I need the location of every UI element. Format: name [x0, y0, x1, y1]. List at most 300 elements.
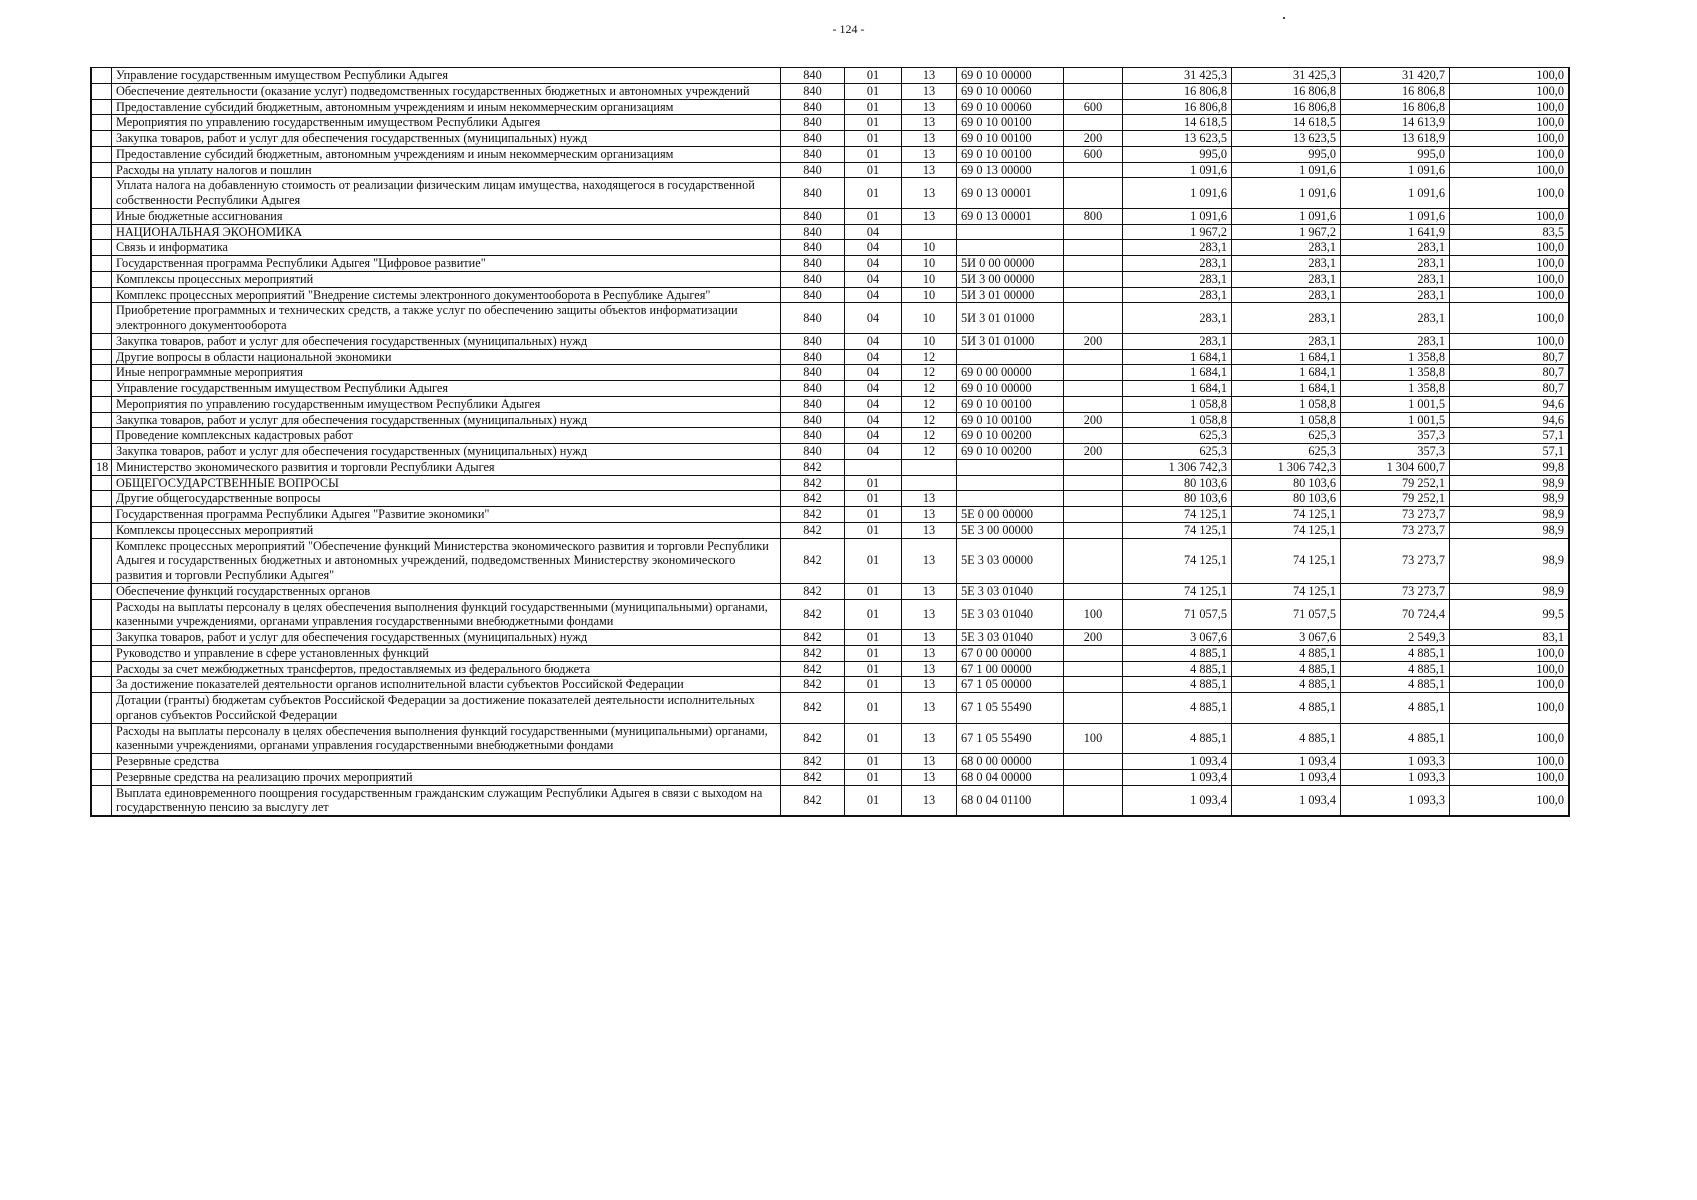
execution-percent-cell: 100,0 [1450, 68, 1570, 84]
approved-amount-cell: 4 885,1 [1123, 723, 1232, 754]
item-name-cell: Связь и информатика [112, 240, 781, 256]
row-number-cell [91, 99, 112, 115]
row-number-cell [91, 645, 112, 661]
execution-percent-cell: 100,0 [1450, 303, 1570, 334]
table-row [91, 178, 1569, 209]
ministry-code-cell: 840 [781, 224, 845, 240]
approved-amount-cell: 1 093,4 [1123, 754, 1232, 770]
execution-percent-cell: 100,0 [1450, 785, 1570, 816]
approved-amount-cell: 1 306 742,3 [1123, 459, 1232, 475]
section-code-cell: 04 [845, 240, 902, 256]
approved-amount-cell: 995,0 [1123, 146, 1232, 162]
expense-type-cell [1064, 256, 1123, 272]
execution-percent-cell: 94,6 [1450, 412, 1570, 428]
ministry-code-cell: 842 [781, 645, 845, 661]
ministry-code-cell: 840 [781, 349, 845, 365]
expense-type-cell: 200 [1064, 444, 1123, 460]
section-code-cell: 01 [845, 785, 902, 816]
execution-percent-cell: 83,5 [1450, 224, 1570, 240]
item-name-cell: Обеспечение функций государственных органов [112, 583, 781, 599]
row-number-cell [91, 256, 112, 272]
expense-type-cell: 100 [1064, 599, 1123, 630]
revised-amount-cell: 283,1 [1232, 256, 1341, 272]
ministry-code-cell: 840 [781, 287, 845, 303]
table-row [91, 333, 1569, 349]
table-row [91, 599, 1569, 630]
subsection-code-cell: 10 [902, 287, 957, 303]
execution-percent-cell: 100,0 [1450, 693, 1570, 724]
approved-amount-cell: 80 103,6 [1123, 475, 1232, 491]
approved-amount-cell: 1 091,6 [1123, 162, 1232, 178]
executed-amount-cell: 16 806,8 [1341, 99, 1450, 115]
subsection-code-cell: 13 [902, 83, 957, 99]
expense-type-cell: 800 [1064, 208, 1123, 224]
ministry-code-cell: 840 [781, 131, 845, 147]
item-name-cell: Закупка товаров, работ и услуг для обеспечения государственных (муниципальных) нужд [112, 630, 781, 646]
expense-type-cell [1064, 522, 1123, 538]
expense-type-cell [1064, 538, 1123, 583]
section-code-cell: 01 [845, 769, 902, 785]
target-article-cell [957, 240, 1064, 256]
ministry-code-cell: 842 [781, 769, 845, 785]
item-name-cell: Закупка товаров, работ и услуг для обеспечения государственных (муниципальных) нужд [112, 412, 781, 428]
target-article-cell [957, 349, 1064, 365]
item-name-cell: Закупка товаров, работ и услуг для обеспечения государственных (муниципальных) нужд [112, 131, 781, 147]
execution-percent-cell: 98,9 [1450, 522, 1570, 538]
subsection-code-cell: 12 [902, 365, 957, 381]
table-row [91, 381, 1569, 397]
expense-type-cell [1064, 507, 1123, 523]
revised-amount-cell: 283,1 [1232, 287, 1341, 303]
section-code-cell: 01 [845, 538, 902, 583]
table-row [91, 303, 1569, 334]
subsection-code-cell: 13 [902, 208, 957, 224]
subsection-code-cell: 13 [902, 131, 957, 147]
target-article-cell: 67 1 05 55490 [957, 723, 1064, 754]
item-name-cell: Комплекс процессных мероприятий "Внедрение системы электронного документооборота в Республике Адыгея" [112, 287, 781, 303]
ministry-code-cell: 840 [781, 68, 845, 84]
execution-percent-cell: 98,9 [1450, 538, 1570, 583]
approved-amount-cell: 283,1 [1123, 303, 1232, 334]
executed-amount-cell: 13 618,9 [1341, 131, 1450, 147]
expense-type-cell [1064, 645, 1123, 661]
table-row [91, 68, 1569, 84]
expense-type-cell [1064, 349, 1123, 365]
row-number-cell [91, 661, 112, 677]
item-name-cell: Выплата единовременного поощрения государственным гражданским служащим Республики Адыгея в связи с выходом на государственную пенсию за выслугу лет [112, 785, 781, 816]
target-article-cell: 67 1 05 55490 [957, 693, 1064, 724]
approved-amount-cell: 283,1 [1123, 271, 1232, 287]
section-code-cell: 01 [845, 583, 902, 599]
ministry-code-cell: 842 [781, 785, 845, 816]
table-row [91, 224, 1569, 240]
execution-percent-cell: 94,6 [1450, 396, 1570, 412]
row-number-cell [91, 162, 112, 178]
executed-amount-cell: 16 806,8 [1341, 83, 1450, 99]
target-article-cell: 5Е 3 03 01040 [957, 583, 1064, 599]
target-article-cell: 5Е 3 00 00000 [957, 522, 1064, 538]
revised-amount-cell: 4 885,1 [1232, 677, 1341, 693]
approved-amount-cell: 80 103,6 [1123, 491, 1232, 507]
revised-amount-cell: 16 806,8 [1232, 99, 1341, 115]
table-row [91, 271, 1569, 287]
section-code-cell: 04 [845, 303, 902, 334]
executed-amount-cell: 283,1 [1341, 240, 1450, 256]
executed-amount-cell: 1 091,6 [1341, 178, 1450, 209]
target-article-cell: 67 1 05 00000 [957, 677, 1064, 693]
revised-amount-cell: 80 103,6 [1232, 491, 1341, 507]
table-row [91, 396, 1569, 412]
revised-amount-cell: 1 058,8 [1232, 396, 1341, 412]
row-number-cell [91, 412, 112, 428]
approved-amount-cell: 1 058,8 [1123, 412, 1232, 428]
row-number-cell [91, 522, 112, 538]
ministry-code-cell: 842 [781, 723, 845, 754]
table-row [91, 287, 1569, 303]
revised-amount-cell: 283,1 [1232, 271, 1341, 287]
revised-amount-cell: 74 125,1 [1232, 522, 1341, 538]
row-number-cell [91, 333, 112, 349]
executed-amount-cell: 1 358,8 [1341, 381, 1450, 397]
table-row [91, 645, 1569, 661]
section-code-cell: 04 [845, 224, 902, 240]
execution-percent-cell: 100,0 [1450, 723, 1570, 754]
revised-amount-cell: 1 093,4 [1232, 785, 1341, 816]
revised-amount-cell: 1 058,8 [1232, 412, 1341, 428]
table-row [91, 661, 1569, 677]
row-number-cell [91, 208, 112, 224]
execution-percent-cell: 100,0 [1450, 178, 1570, 209]
expense-type-cell [1064, 754, 1123, 770]
target-article-cell [957, 491, 1064, 507]
expense-type-cell: 200 [1064, 131, 1123, 147]
ministry-code-cell: 842 [781, 583, 845, 599]
approved-amount-cell: 283,1 [1123, 333, 1232, 349]
execution-percent-cell: 100,0 [1450, 661, 1570, 677]
revised-amount-cell: 1 684,1 [1232, 349, 1341, 365]
table-row [91, 365, 1569, 381]
item-name-cell: Иные бюджетные ассигнования [112, 208, 781, 224]
row-number-cell [91, 754, 112, 770]
expense-type-cell: 200 [1064, 412, 1123, 428]
item-name-cell: Обеспечение деятельности (оказание услуг) подведомственных государственных бюджетных и автономных учреждений [112, 83, 781, 99]
approved-amount-cell: 4 885,1 [1123, 693, 1232, 724]
approved-amount-cell: 4 885,1 [1123, 677, 1232, 693]
revised-amount-cell: 625,3 [1232, 444, 1341, 460]
subsection-code-cell: 12 [902, 444, 957, 460]
expense-type-cell: 200 [1064, 630, 1123, 646]
item-name-cell: Управление государственным имуществом Республики Адыгея [112, 381, 781, 397]
approved-amount-cell: 16 806,8 [1123, 99, 1232, 115]
row-number-cell [91, 365, 112, 381]
target-article-cell: 68 0 04 01100 [957, 785, 1064, 816]
expense-type-cell [1064, 365, 1123, 381]
revised-amount-cell: 1 684,1 [1232, 381, 1341, 397]
ministry-code-cell: 840 [781, 83, 845, 99]
item-name-cell: Уплата налога на добавленную стоимость от реализации физическим лицам имущества, находящегося в государственной собственности Республики Адыгея [112, 178, 781, 209]
item-name-cell: Мероприятия по управлению государственным имуществом Республики Адыгея [112, 115, 781, 131]
section-code-cell: 01 [845, 645, 902, 661]
row-number-cell [91, 83, 112, 99]
revised-amount-cell: 31 425,3 [1232, 68, 1341, 84]
expense-type-cell [1064, 583, 1123, 599]
ministry-code-cell: 840 [781, 271, 845, 287]
subsection-code-cell: 13 [902, 599, 957, 630]
item-name-cell: Управление государственным имуществом Республики Адыгея [112, 68, 781, 84]
row-number-cell [91, 599, 112, 630]
section-code-cell: 04 [845, 428, 902, 444]
approved-amount-cell: 283,1 [1123, 256, 1232, 272]
revised-amount-cell: 1 091,6 [1232, 178, 1341, 209]
subsection-code-cell: 10 [902, 256, 957, 272]
ministry-code-cell: 842 [781, 475, 845, 491]
target-article-cell: 69 0 10 00200 [957, 428, 1064, 444]
executed-amount-cell: 4 885,1 [1341, 661, 1450, 677]
target-article-cell: 5И 3 00 00000 [957, 271, 1064, 287]
section-code-cell: 01 [845, 754, 902, 770]
table-row [91, 115, 1569, 131]
row-number-cell [91, 271, 112, 287]
executed-amount-cell: 1 091,6 [1341, 162, 1450, 178]
item-name-cell: Закупка товаров, работ и услуг для обеспечения государственных (муниципальных) нужд [112, 444, 781, 460]
target-article-cell: 69 0 10 00060 [957, 83, 1064, 99]
table-row [91, 459, 1569, 475]
ministry-code-cell: 842 [781, 754, 845, 770]
target-article-cell: 69 0 13 00001 [957, 208, 1064, 224]
approved-amount-cell: 625,3 [1123, 428, 1232, 444]
execution-percent-cell: 100,0 [1450, 99, 1570, 115]
target-article-cell: 5И 3 01 01000 [957, 333, 1064, 349]
item-name-cell: Государственная программа Республики Адыгея "Цифровое развитие" [112, 256, 781, 272]
execution-percent-cell: 100,0 [1450, 162, 1570, 178]
target-article-cell: 69 0 10 00100 [957, 115, 1064, 131]
target-article-cell: 5Е 3 03 00000 [957, 538, 1064, 583]
row-number-cell [91, 68, 112, 84]
approved-amount-cell: 16 806,8 [1123, 83, 1232, 99]
revised-amount-cell: 1 306 742,3 [1232, 459, 1341, 475]
target-article-cell: 67 0 00 00000 [957, 645, 1064, 661]
row-number-cell [91, 349, 112, 365]
ministry-code-cell: 840 [781, 256, 845, 272]
revised-amount-cell: 1 967,2 [1232, 224, 1341, 240]
row-number-cell [91, 303, 112, 334]
subsection-code-cell: 12 [902, 428, 957, 444]
subsection-code-cell: 13 [902, 522, 957, 538]
execution-percent-cell: 100,0 [1450, 146, 1570, 162]
item-name-cell: Проведение комплексных кадастровых работ [112, 428, 781, 444]
row-number-cell [91, 224, 112, 240]
approved-amount-cell: 13 623,5 [1123, 131, 1232, 147]
table-row [91, 162, 1569, 178]
subsection-code-cell: 13 [902, 677, 957, 693]
executed-amount-cell: 357,3 [1341, 428, 1450, 444]
executed-amount-cell: 73 273,7 [1341, 522, 1450, 538]
approved-amount-cell: 1 093,4 [1123, 785, 1232, 816]
approved-amount-cell: 3 067,6 [1123, 630, 1232, 646]
target-article-cell: 5Е 3 03 01040 [957, 630, 1064, 646]
target-article-cell: 69 0 13 00001 [957, 178, 1064, 209]
execution-percent-cell: 100,0 [1450, 754, 1570, 770]
executed-amount-cell: 2 549,3 [1341, 630, 1450, 646]
section-code-cell: 01 [845, 630, 902, 646]
ministry-code-cell: 842 [781, 459, 845, 475]
execution-percent-cell: 99,8 [1450, 459, 1570, 475]
item-name-cell: Комплексы процессных мероприятий [112, 522, 781, 538]
approved-amount-cell: 4 885,1 [1123, 645, 1232, 661]
table-row [91, 693, 1569, 724]
revised-amount-cell: 74 125,1 [1232, 538, 1341, 583]
item-name-cell: Резервные средства [112, 754, 781, 770]
subsection-code-cell: 13 [902, 491, 957, 507]
table-row [91, 583, 1569, 599]
revised-amount-cell: 3 067,6 [1232, 630, 1341, 646]
subsection-code-cell: 13 [902, 146, 957, 162]
item-name-cell: Другие вопросы в области национальной экономики [112, 349, 781, 365]
revised-amount-cell: 74 125,1 [1232, 583, 1341, 599]
ministry-code-cell: 842 [781, 677, 845, 693]
section-code-cell: 01 [845, 131, 902, 147]
ministry-code-cell: 842 [781, 693, 845, 724]
subsection-code-cell: 13 [902, 99, 957, 115]
page-number: - 124 - [832, 22, 865, 36]
item-name-cell: Предоставление субсидий бюджетным, автономным учреждениям и иным некоммерческим организациям [112, 99, 781, 115]
table-row [91, 428, 1569, 444]
approved-amount-cell: 74 125,1 [1123, 507, 1232, 523]
execution-percent-cell: 100,0 [1450, 240, 1570, 256]
execution-percent-cell: 100,0 [1450, 256, 1570, 272]
approved-amount-cell: 14 618,5 [1123, 115, 1232, 131]
table-row [91, 677, 1569, 693]
row-number-cell [91, 769, 112, 785]
approved-amount-cell: 1 684,1 [1123, 349, 1232, 365]
item-name-cell: Комплексы процессных мероприятий [112, 271, 781, 287]
revised-amount-cell: 283,1 [1232, 303, 1341, 334]
approved-amount-cell: 4 885,1 [1123, 661, 1232, 677]
executed-amount-cell: 4 885,1 [1341, 645, 1450, 661]
revised-amount-cell: 74 125,1 [1232, 507, 1341, 523]
item-name-cell: Расходы за счет межбюджетных трансфертов, предоставляемых из федерального бюджета [112, 661, 781, 677]
expense-type-cell [1064, 68, 1123, 84]
item-name-cell: Расходы на уплату налогов и пошлин [112, 162, 781, 178]
row-number-cell [91, 444, 112, 460]
expense-type-cell [1064, 224, 1123, 240]
executed-amount-cell: 73 273,7 [1341, 583, 1450, 599]
target-article-cell: 69 0 10 00100 [957, 396, 1064, 412]
revised-amount-cell: 283,1 [1232, 240, 1341, 256]
execution-percent-cell: 100,0 [1450, 645, 1570, 661]
revised-amount-cell: 625,3 [1232, 428, 1341, 444]
approved-amount-cell: 31 425,3 [1123, 68, 1232, 84]
ministry-code-cell: 840 [781, 444, 845, 460]
section-code-cell: 04 [845, 396, 902, 412]
section-code-cell: 04 [845, 287, 902, 303]
expense-type-cell [1064, 162, 1123, 178]
row-number-cell [91, 287, 112, 303]
ministry-code-cell: 840 [781, 208, 845, 224]
approved-amount-cell: 283,1 [1123, 240, 1232, 256]
ministry-code-cell: 840 [781, 365, 845, 381]
executed-amount-cell: 1 001,5 [1341, 396, 1450, 412]
target-article-cell: 69 0 10 00100 [957, 412, 1064, 428]
section-code-cell: 01 [845, 99, 902, 115]
revised-amount-cell: 995,0 [1232, 146, 1341, 162]
section-code-cell: 01 [845, 661, 902, 677]
target-article-cell: 69 0 13 00000 [957, 162, 1064, 178]
revised-amount-cell: 1 684,1 [1232, 365, 1341, 381]
ministry-code-cell: 840 [781, 428, 845, 444]
ministry-code-cell: 840 [781, 162, 845, 178]
execution-percent-cell: 100,0 [1450, 769, 1570, 785]
section-code-cell: 01 [845, 522, 902, 538]
executed-amount-cell: 4 885,1 [1341, 693, 1450, 724]
expense-type-cell [1064, 661, 1123, 677]
row-number-cell [91, 131, 112, 147]
table-row [91, 131, 1569, 147]
executed-amount-cell: 79 252,1 [1341, 475, 1450, 491]
row-number-cell [91, 677, 112, 693]
expense-type-cell [1064, 303, 1123, 334]
subsection-code-cell: 13 [902, 583, 957, 599]
target-article-cell: 69 0 10 00200 [957, 444, 1064, 460]
executed-amount-cell: 1 358,8 [1341, 365, 1450, 381]
executed-amount-cell: 1 093,3 [1341, 754, 1450, 770]
subsection-code-cell: 12 [902, 381, 957, 397]
target-article-cell: 5И 0 00 00000 [957, 256, 1064, 272]
execution-percent-cell: 100,0 [1450, 287, 1570, 303]
row-number-cell [91, 583, 112, 599]
expense-type-cell [1064, 83, 1123, 99]
budget-table [90, 67, 1570, 817]
expense-type-cell [1064, 271, 1123, 287]
approved-amount-cell: 1 093,4 [1123, 769, 1232, 785]
table-row [91, 538, 1569, 583]
row-number-cell [91, 115, 112, 131]
expense-type-cell [1064, 491, 1123, 507]
budget-table-body [91, 68, 1569, 817]
table-row [91, 240, 1569, 256]
table-row [91, 146, 1569, 162]
subsection-code-cell: 12 [902, 412, 957, 428]
approved-amount-cell: 1 684,1 [1123, 365, 1232, 381]
row-number-cell [91, 630, 112, 646]
execution-percent-cell: 100,0 [1450, 131, 1570, 147]
execution-percent-cell: 98,9 [1450, 583, 1570, 599]
row-number-cell [91, 396, 112, 412]
table-row [91, 522, 1569, 538]
subsection-code-cell: 13 [902, 630, 957, 646]
row-number-cell [91, 785, 112, 816]
subsection-code-cell: 13 [902, 661, 957, 677]
execution-percent-cell: 100,0 [1450, 208, 1570, 224]
ministry-code-cell: 842 [781, 630, 845, 646]
revised-amount-cell: 283,1 [1232, 333, 1341, 349]
subsection-code-cell: 13 [902, 162, 957, 178]
subsection-code-cell: 13 [902, 68, 957, 84]
expense-type-cell [1064, 475, 1123, 491]
expense-type-cell: 600 [1064, 146, 1123, 162]
expense-type-cell [1064, 287, 1123, 303]
execution-percent-cell: 98,9 [1450, 491, 1570, 507]
approved-amount-cell: 1 967,2 [1123, 224, 1232, 240]
target-article-cell: 69 0 10 00000 [957, 381, 1064, 397]
section-code-cell: 01 [845, 475, 902, 491]
row-number-cell [91, 178, 112, 209]
expense-type-cell [1064, 428, 1123, 444]
execution-percent-cell: 83,1 [1450, 630, 1570, 646]
executed-amount-cell: 283,1 [1341, 303, 1450, 334]
row-number-cell [91, 693, 112, 724]
ministry-code-cell: 842 [781, 507, 845, 523]
